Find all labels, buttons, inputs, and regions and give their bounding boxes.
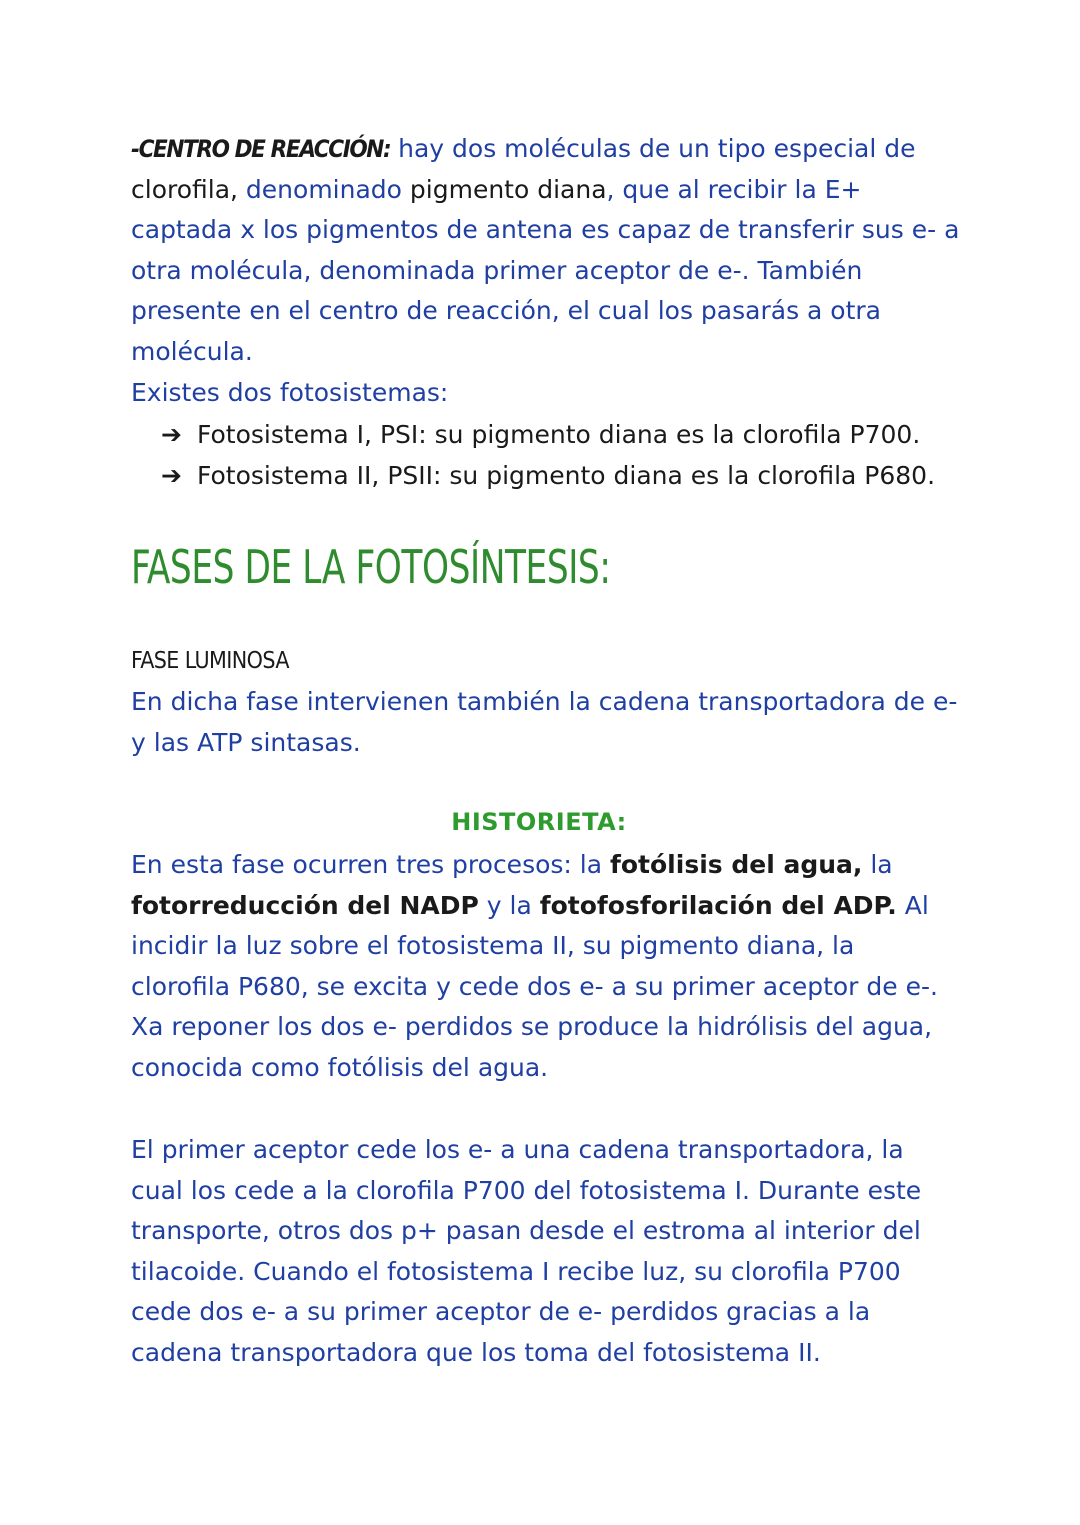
- list-item: [161, 415, 935, 456]
- reaction-center-text-1: hay dos moléculas de un tipo especial de: [390, 134, 916, 163]
- photosystems-list: [161, 415, 935, 496]
- list-item: [161, 456, 935, 497]
- photosystem-1-text: Fotosistema I, PSI: su pigmento diana es la clorofila P700.: [197, 420, 921, 449]
- photosystem-2-text: Fotosistema II, PSII: su pigmento diana es la clorofila P680.: [197, 460, 936, 490]
- target-pigment-word: pigmento diana: [409, 174, 607, 204]
- reaction-center-label: -CENTRO DE REACCIÓN:: [131, 135, 391, 163]
- light-phase-title: FASE LUMINOSA: [131, 648, 289, 674]
- light-phase-paragraph: En dicha fase intervienen también la cadena transportadora de e- y las ATP sintasas.: [131, 687, 958, 757]
- story-title: HISTORIETA:: [451, 808, 627, 836]
- photophosphorylation-term: fotofosforilación del ADP.: [539, 890, 897, 920]
- story-text-c: y la: [478, 890, 540, 920]
- story-paragraph-2: El primer aceptor cede los e- a una cadena transportadora, la cual los cede a la clorofila P700 del fotosistema I. Durante este transporte, otros dos p+ pasan desde el estroma al interior del tilacoide. Cuando el fotosistema I recibe luz, su clorofila P700 cede dos e- a su primer aceptor de e- perdidos gracias a la cadena transportadora que los toma del fotosistema II.: [131, 1135, 922, 1367]
- right-arrow-icon: ➔: [161, 460, 182, 490]
- story-text-b: la: [862, 850, 893, 879]
- photolysis-term: fotólisis del agua,: [610, 850, 863, 879]
- chlorophyll-word: clorofila,: [131, 174, 238, 204]
- story-text-a: En esta fase ocurren tres procesos: la: [131, 850, 610, 879]
- photoreduction-term: fotorreducción del NADP: [131, 890, 479, 920]
- story-text-d: Al incidir la luz sobre el fotosistema II, su pigmento diana, la clorofila P680, se excita y cede dos e- a su primer aceptor de e-. Xa reponer los dos e- perdidos se produce la hidrólisis del agua, conocida como fotólisis del agua.: [131, 890, 938, 1082]
- reaction-center-text-3: , que al recibir la E+ captada x los pigmentos de antena es capaz de transferir sus e- a otra molécula, denominada primer aceptor de e-. También presente en el centro de reacción, el cual los pasarás a otra molécula.: [131, 174, 960, 366]
- reaction-center-text-2: denominado: [237, 174, 410, 204]
- reaction-center-paragraph: [131, 129, 961, 373]
- story-paragraph-1: [131, 845, 961, 1089]
- phases-heading: FASES DE LA FOTOSÍNTESIS:: [131, 540, 611, 594]
- photosystems-intro: Existes dos fotosistemas:: [131, 378, 449, 407]
- right-arrow-icon: ➔: [161, 420, 182, 449]
